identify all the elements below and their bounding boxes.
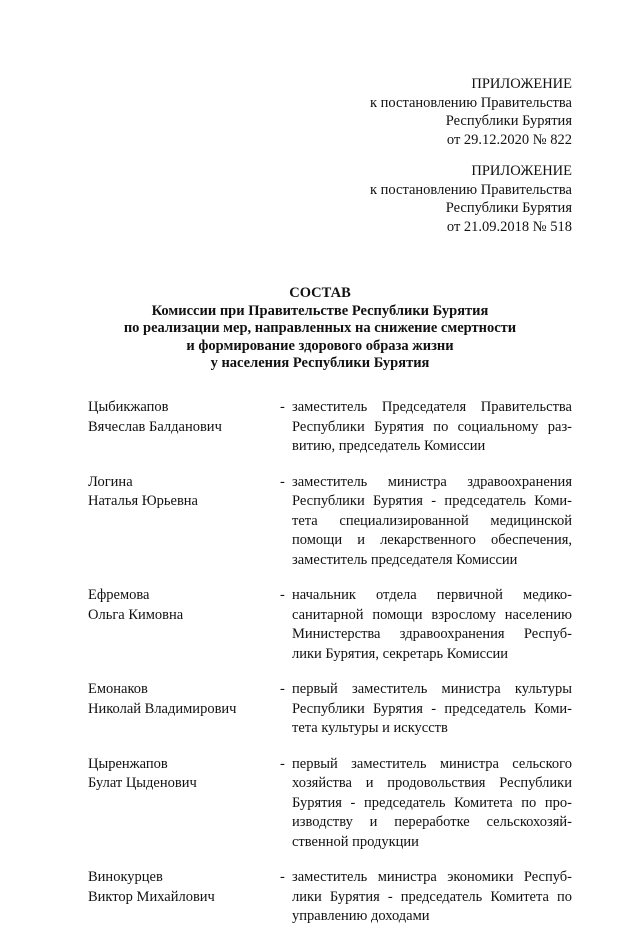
member-name bbox=[88, 755, 280, 853]
member-name bbox=[88, 398, 280, 457]
member-role-line: Бурятия - председатель Комитета по про- bbox=[292, 794, 572, 811]
member-surname: Емонаков bbox=[88, 681, 148, 697]
member-name bbox=[88, 586, 280, 664]
member-dash: - bbox=[280, 399, 285, 415]
member-role-line: тета специализированной медицинской bbox=[292, 512, 572, 529]
member-surname: Винокурцев bbox=[88, 869, 163, 885]
member-role-line: первый заместитель министра культуры bbox=[292, 681, 572, 697]
member-row bbox=[88, 586, 572, 664]
appendix-previous bbox=[370, 162, 572, 236]
member-role-line: начальник отдела первичной медико- bbox=[292, 587, 572, 603]
member-role-line: витию, председатель Комиссии bbox=[292, 438, 486, 454]
member-row bbox=[88, 755, 572, 853]
appendix-title: ПРИЛОЖЕНИЕ bbox=[471, 76, 572, 92]
member-role-line: лики Бурятия, секретарь Комиссии bbox=[292, 645, 509, 662]
member-dash: - bbox=[280, 755, 285, 772]
member-dash: - bbox=[280, 473, 285, 490]
member-given-name: Николай Владимирович bbox=[88, 700, 237, 717]
appendix-title: ПРИЛОЖЕНИЕ bbox=[471, 163, 572, 179]
member-role-line: изводству и переработке сельскохозяй- bbox=[292, 814, 572, 830]
member-role bbox=[292, 680, 572, 739]
member-given-name: Наталья Юрьевна bbox=[88, 493, 198, 509]
member-role-line: лики Бурятия - председатель Комитета по bbox=[292, 888, 572, 905]
heading-line: по реализации мер, направленных на снижение смертности bbox=[123, 320, 517, 336]
member-role-line: тета культуры и искусств bbox=[292, 720, 448, 736]
appendix-current bbox=[370, 75, 572, 149]
member-surname: Ефремова bbox=[88, 587, 150, 603]
heading-line: Комиссии при Правительстве Республики Бурятия bbox=[151, 302, 489, 319]
member-role bbox=[292, 868, 572, 927]
member-role-line: заместитель Председателя Правительства bbox=[292, 399, 572, 415]
member-role-line: санитарной помощи взрослому населению bbox=[292, 606, 572, 623]
member-surname: Цыбикжапов bbox=[88, 399, 169, 415]
member-given-name: Булат Цыденович bbox=[88, 775, 197, 791]
member-given-name: Виктор Михайлович bbox=[88, 888, 215, 905]
appendix-line: Республики Бурятия bbox=[445, 200, 572, 216]
member-surname: Логина bbox=[88, 473, 133, 490]
member-role-line: заместитель министра экономики Респуб- bbox=[292, 869, 572, 885]
member-name bbox=[88, 868, 280, 927]
document-heading bbox=[60, 285, 580, 373]
members-list bbox=[88, 398, 572, 943]
appendix-line: Республики Бурятия bbox=[445, 113, 572, 129]
heading-line: у населения Республики Бурятия bbox=[210, 355, 430, 371]
member-dash: - bbox=[280, 869, 285, 885]
member-role-line: ственной продукции bbox=[292, 833, 419, 850]
member-role-line: Республики Бурятия по социальному раз- bbox=[292, 418, 572, 435]
member-role bbox=[292, 586, 572, 664]
member-dash: - bbox=[280, 587, 285, 603]
appendix-line: к постановлению Правительства bbox=[370, 181, 572, 198]
member-role-line: помощи и лекарственного обеспечения, bbox=[292, 532, 572, 548]
member-given-name: Вячеслав Балданович bbox=[88, 418, 222, 435]
member-role bbox=[292, 473, 572, 571]
appendix-line: к постановлению Правительства bbox=[370, 94, 572, 111]
member-name bbox=[88, 680, 280, 739]
member-role-line: заместитель председателя Комиссии bbox=[292, 551, 518, 568]
member-surname: Цыренжапов bbox=[88, 755, 168, 772]
member-row bbox=[88, 868, 572, 927]
member-role-line: Министерства здравоохранения Респуб- bbox=[292, 626, 572, 642]
member-name bbox=[88, 473, 280, 571]
member-row bbox=[88, 473, 572, 571]
heading-title: СОСТАВ bbox=[289, 285, 351, 301]
member-given-name: Ольга Кимовна bbox=[88, 606, 184, 623]
member-role-line: Республики Бурятия - председатель Коми- bbox=[292, 493, 572, 509]
appendix-date-number: от 29.12.2020 № 822 bbox=[446, 131, 572, 148]
member-role-line: первый заместитель министра сельского bbox=[292, 755, 572, 772]
member-role-line: управлению доходами bbox=[292, 908, 430, 924]
member-row bbox=[88, 680, 572, 739]
member-role-line: хозяйства и продовольствия Республики bbox=[292, 775, 572, 791]
member-role-line: заместитель министра здравоохранения bbox=[292, 473, 572, 490]
member-dash: - bbox=[280, 681, 285, 697]
appendix-date-number: от 21.09.2018 № 518 bbox=[446, 218, 572, 235]
heading-line: и формирование здорового образа жизни bbox=[186, 337, 454, 354]
member-row bbox=[88, 398, 572, 457]
member-role bbox=[292, 398, 572, 457]
member-role bbox=[292, 755, 572, 853]
member-role-line: Республики Бурятия - председатель Коми- bbox=[292, 700, 572, 717]
